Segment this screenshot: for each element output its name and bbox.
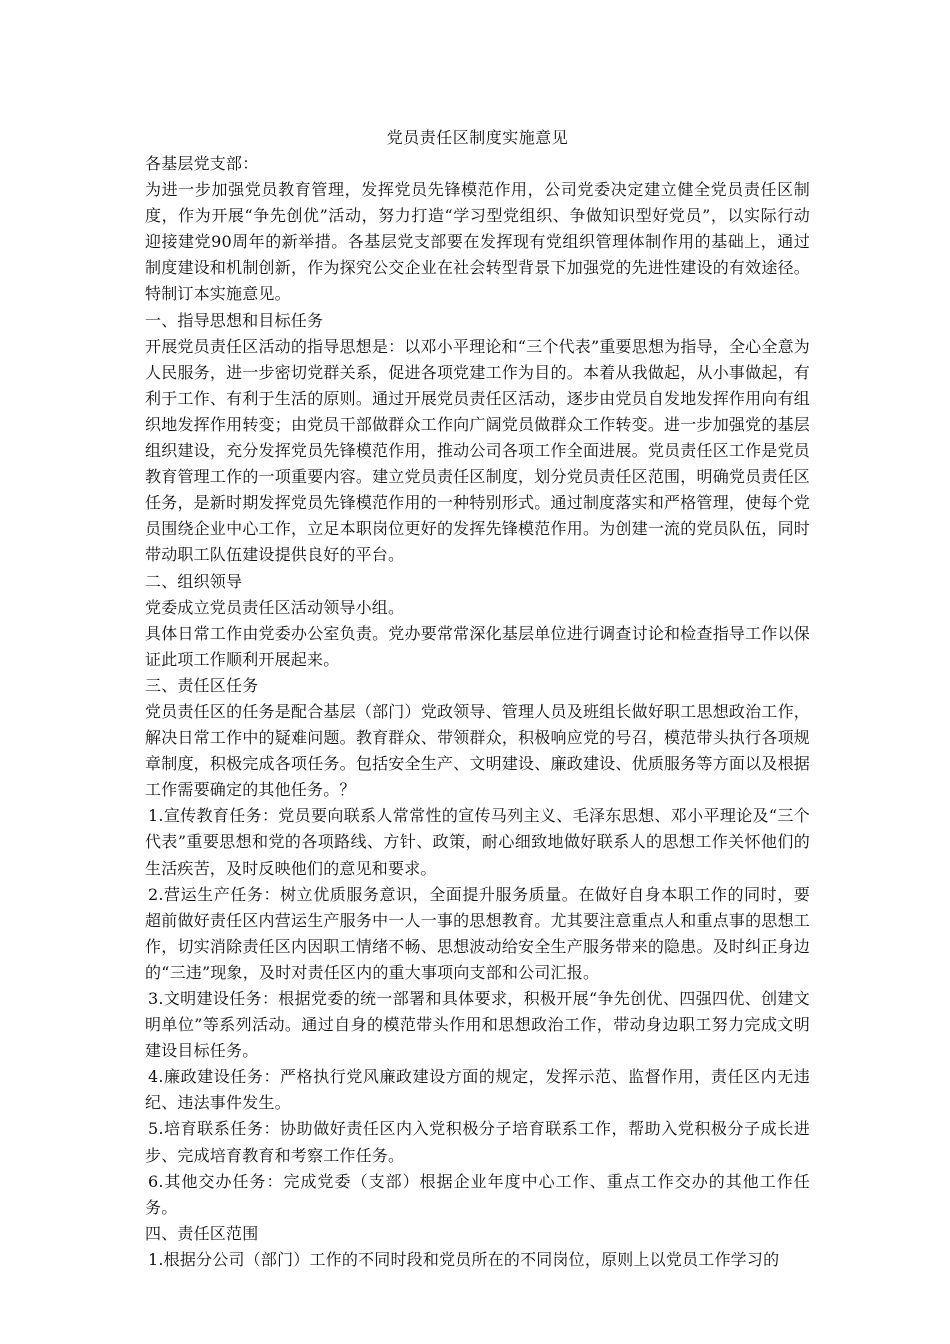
intro-paragraph: 为进一步加强党员教育管理，发挥党员先锋模范作用，公司党委决定建立健全党员责任区制度，作为开展“争先创优”活动，努力打造“学习型党组织、争做知识型好党员”，以实际行动迎接建党90周年的新举措。各基层党支部要在发挥现有党组织管理体制作用的基础上，通过制度建设和机制创新，作为探究公交企业在社会转型背景下加强党的先进性建设的有效途径。特制订本实施意见。 [145,180,810,304]
section-heading-4: 四、责任区范围 [145,1223,259,1243]
document-title: 党员责任区制度实施意见 [386,128,569,147]
section-heading-2: 二、组织领导 [145,571,243,591]
task-item-4: 4.廉政建设任务：严格执行党风廉政建设方面的规定，发挥示范、监督作用，责任区内无违纪、违法事件发生。 [145,1067,810,1113]
tasks-paragraph: 党员责任区的任务是配合基层（部门）党政领导、管理人员及班组长做好职工思想政治工作，解决日常工作中的疑难问题。教育群众、带领群众，积极响应党的号召，模范带头执行各项规章制度，积极完成各项任务。包括安全生产、文明建设、廉政建设、优质服务等方面以及根据工作需要确定的其他任务。？ [145,701,810,800]
guiding-thought-paragraph: 开展党员责任区活动的指导思想是：以邓小平理论和“三个代表”重要思想为指导，全心全意为人民服务，进一步密切党群关系，促进各项党建工作为目的。本着从我做起，从小事做起，有利于工作、有利于生活的原则。通过开展党员责任区活动，逐步由党员自发地发挥作用向有组织地发挥作用转变；由党员干部做群众工作向广阔党员做群众工作转变。进一步加强党的基层组织建设，充分发挥党员先锋模范作用，推动公司各项工作全面进展。党员责任区工作是党员教育管理工作的一项重要内容。建立党员责任区制度，划分党员责任区范围，明确党员责任区任务，是新时期发挥党员先锋模范作用的一种特别形式。通过制度落实和严格管理，使每个党员围绕企业中心工作，立足本职岗位更好的发挥先锋模范作用。为创建一流的党员队伍，同时带动职工队伍建设提供良好的平台。 [145,336,810,565]
task-item-1: 1.宣传教育任务：党员要向联系人常常性的宣传马列主义、毛泽东思想、邓小平理论及“三个代表”重要思想和党的各项路线、方针、政策，耐心细致地做好联系人的思想工作关怀他们的生活疾苦，及时反映他们的意见和要求。 [145,806,810,878]
leadership-paragraph-2: 具体日常工作由党委办公室负责。党办要常常深化基层单位进行调查讨论和检查指导工作以保证此项工作顺利开展起来。 [145,623,810,669]
task-item-2: 2.营运生产任务：树立优质服务意识，全面提升服务质量。在做好自身本职工作的同时，要超前做好责任区内营运生产服务中一人一事的思想教育。尤其要注意重点人和重点事的思想工作，切实消除责任区内因职工情绪不畅、思想波动给安全生产服务带来的隐患。及时纠正身边的“三违”现象，及时对责任区内的重大事项向支部和公司汇报。 [145,884,810,982]
task-item-5: 5.培育联系任务：协助做好责任区内入党积极分子培育联系工作，帮助入党积极分子成长进步、完成培育教育和考察工作任务。 [145,1119,810,1165]
section-heading-1: 一、指导思想和目标任务 [145,310,324,330]
salutation: 各基层党支部： [145,154,259,173]
scope-item-1: 1.根据分公司（部门）工作的不同时段和党员所在的不同岗位，原则上以党员工作学习的 [148,1249,780,1269]
section-heading-3: 三、责任区任务 [145,675,259,695]
document-page [145,125,810,1273]
task-item-3: 3.文明建设任务：根据党委的统一部署和具体要求，积极开展“争先创优、四强四优、创建文明单位”等系列活动。通过自身的模范带头作用和思想政治工作，带动身边职工努力完成文明建设目标任务。 [145,989,810,1061]
leadership-paragraph-1: 党委成立党员责任区活动领导小组。 [145,597,405,617]
task-item-6: 6.其他交办任务：完成党委（支部）根据企业年度中心工作、重点工作交办的其他工作任务。 [145,1171,810,1217]
